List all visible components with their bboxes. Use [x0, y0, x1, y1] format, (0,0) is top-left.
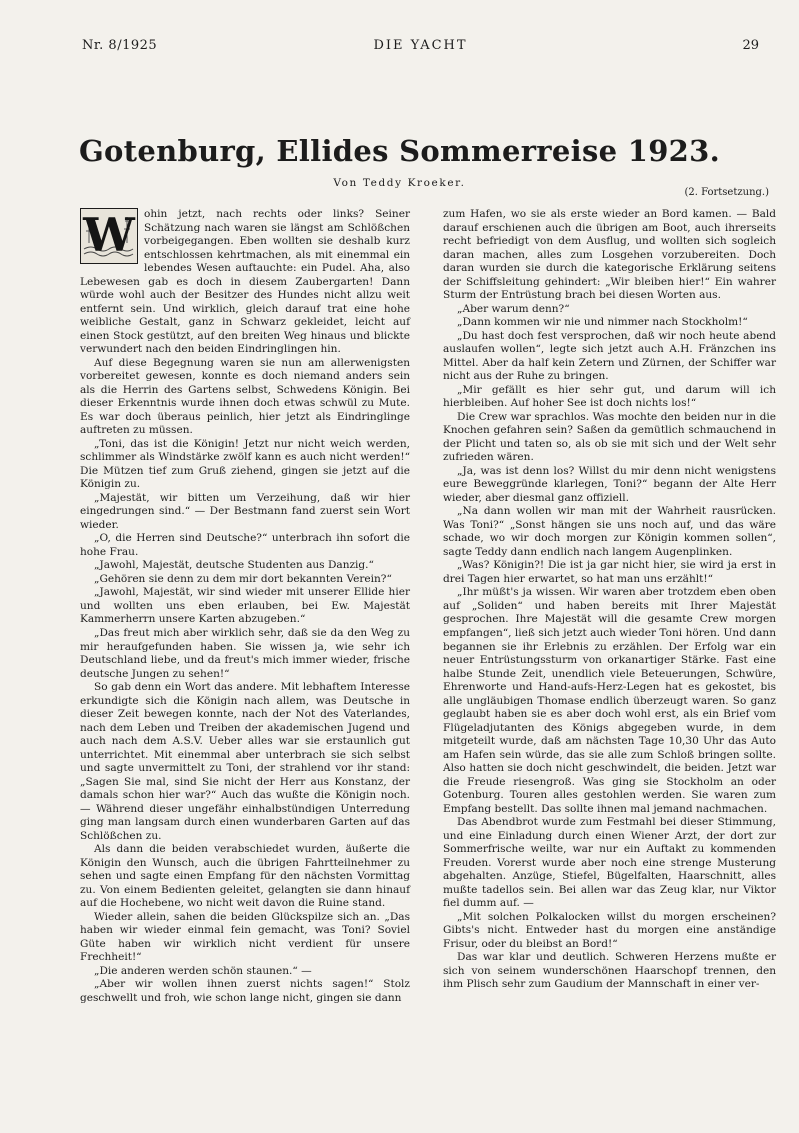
issue-number: Nr. 8/1925 — [82, 38, 158, 53]
drop-cap-letter: W — [83, 208, 135, 262]
paragraph: „Mit solchen Polkalocken willst du morgen erscheinen? Gibts's nicht. Entweder hast du morgen eine anständige Frisur, oder du bleibst an Bord!“ — [443, 910, 776, 950]
left-column-text — [80, 208, 410, 1005]
left-column — [80, 208, 410, 1005]
paragraph: Als dann die beiden verabschiedet wurden, äußerte die Königin den Wunsch, auch die übrigen Fahrtteilnehmer zu sehen und sagte einen Empfang für den nächsten Vormittag zu. Von einem Bedienten geleitet, gelangten sie dann hinauf auf die Hochebene, wo nicht weit davon die Ruine stand. — [80, 843, 410, 910]
right-column — [443, 208, 776, 992]
paragraph: „Aber wir wollen ihnen zuerst nichts sagen!“ Stolz geschwellt und froh, wie schon lange nicht, gingen sie dann — [80, 978, 410, 1004]
page-number: 29 — [742, 38, 759, 53]
paragraph: ohin jetzt, nach rechts oder links? Seiner Schätzung nach waren sie längst am Schlößchen vorbeigegangen. Eben wollten sie deshalb kurz entschlossen kehrtmachen, als mit einemmal ein lebendes Wesen auftauchte: ein Pudel. Aha, also Lebewesen gab es doch in diesem Zaubergarten! Dann würde wohl auch der Besitzer des Hundes nicht allzu weit entfernt sein. Und wirklich, gleich darauf trat eine hohe weibliche Gestalt, ganz in Schwarz gekleidet, leicht auf einen Stock gestützt, auf den breiten Weg hinaus und blickte verwundert nach den beiden Eindringlingen hin. — [80, 208, 410, 356]
paragraph: Die Crew war sprachlos. Was mochte den beiden nur in die Knochen gefahren sein? Saßen da gemütlich schmauchend in der Plicht und taten so, als ob sie mit sich und der Welt sehr zufrieden wären. — [443, 410, 776, 464]
paragraph: zum Hafen, wo sie als erste wieder an Bord kamen. — Bald darauf erschienen auch die übrigen am Boot, auch ihrerseits recht befriedigt von dem Ausflug, und wollten sich sogleich daran machen, alles zum Losgehen vorzubereiten. Doch daran wurden sie durch die kategorische Erklärung seitens der Schiffsleitung gehindert: „Wir bleiben hier!“ Ein wahrer Sturm der Entrüstung brach bei diesen Worten aus. — [443, 208, 776, 302]
drop-cap — [80, 208, 138, 264]
paragraph: „Jawohl, Majestät, wir sind wieder mit unserer Ellide hier und wollten uns eben erlauben, bei Ew. Majestät Kammerherrn unsere Karten abzugeben.“ — [80, 586, 410, 626]
paragraph: „Toni, das ist die Königin! Jetzt nur nicht weich werden, schlimmer als Windstärke zwölf kann es auch nicht werden!“ Die Mützen tief zum Gruß ziehend, gingen sie jetzt auf die Königin zu. — [80, 437, 410, 491]
paragraph: „Die anderen werden schön staunen.“ — — [94, 964, 312, 977]
paragraph: „Gehören sie denn zu dem mir dort bekannten Verein?“ — [94, 572, 392, 585]
paragraph: Das Abendbrot wurde zum Festmahl bei dieser Stimmung, und eine Einladung durch einen Wiener Arzt, der dort zur Sommerfrische weilte, war nur ein Auftakt zu kommenden Freuden. Vorerst wurde aber noch eine strenge Musterung abgehalten. Anzüge, Stiefel, Bügelfalten, Haarschnitt, alles mußte tadellos sein. Bei allen war das Zeug klar, nur Viktor fiel dumm auf. — — [443, 816, 776, 910]
paragraph: „Dann kommen wir nie und nimmer nach Stockholm!“ — [457, 316, 748, 329]
running-header — [82, 38, 759, 56]
paragraph: „Jawohl, Majestät, deutsche Studenten aus Danzig.“ — [94, 559, 374, 572]
paragraph: „Ja, was ist denn los? Willst du mir denn nicht wenigstens eure Beweggründe klarlegen, Toni?“ begann der Alte Herr wieder, aber diesmal ganz offiziell. — [443, 464, 776, 504]
paragraph: So gab denn ein Wort das andere. Mit lebhaftem Interesse erkundigte sich die Königin nach allem, was Deutsche in dieser Zeit bewegen konnte, nach der Not des Vaterlandes, nach dem Leben und Treiben der akademischen Jugend und auch nach dem A.S.V. Ueber alles war sie erstaunlich gut unterrichtet. Mit einemmal aber unterbrach sie sich selbst und sagte unvermittelt zu Toni, der strahlend vor ihr stand: „Sagen Sie mal, sind Sie nicht der Herr aus Konstanz, der damals schon hier war?“ Auch das wußte die Königin noch. — Während dieser ungefähr einhalbstündigen Unterredung ging man langsam durch einen wunderbaren Garten auf das Schlößchen zu. — [80, 681, 410, 842]
magazine-name: DIE YACHT — [373, 38, 468, 53]
paragraph: „Das freut mich aber wirklich sehr, daß sie da den Weg zu mir heraufgefunden haben. Sie wissen ja, wie sehr ich Deutschland liebe, und da freut's mich immer wieder, frische deutsche Jungen zu sehen!“ — [80, 626, 410, 680]
continuation-note: (2. Fortsetzung.) — [684, 187, 769, 198]
paragraph: Wieder allein, sahen die beiden Glückspilze sich an. „Das haben wir wieder einmal fein gemacht, was Toni? Soviel Güte haben wir wirklich nicht verdient für unsere Frechheit!“ — [80, 910, 410, 964]
paragraph: Auf diese Begegnung waren sie nun am allerwenigsten vorbereitet gewesen, konnte es doch niemand anders sein als die Herrin des Gartens selbst, Schwedens Königin. Bei dieser Erkenntnis wurde ihnen doch etwas schwül zu Mute. Es war doch überaus peinlich, hier jetzt als Eindringlinge auftreten zu müssen. — [80, 356, 410, 437]
paragraph: „Mir gefällt es hier sehr gut, und darum will ich hierbleiben. Auf hoher See ist doch nichts los!“ — [443, 383, 776, 410]
paragraph: „Du hast doch fest versprochen, daß wir noch heute abend auslaufen wollen“, legte sich jetzt auch A.H. Fränzchen ins Mittel. Aber da half kein Zetern und Zürnen, der Schiffer war nicht aus der Ruhe zu bringen. — [443, 329, 776, 383]
article-byline: Von Teddy Kroeker. — [333, 177, 466, 189]
paragraph: „Ihr müßt's ja wissen. Wir waren aber trotzdem eben oben auf „Soliden“ und haben bereits mit Ihrer Majestät gesprochen. Ihre Majestät will die gesamte Crew morgen empfangen“, ließ sich jetzt auch wieder Toni hören. Und dann begannen sie ihr Erlebnis zu erzählen. Der Erfolg war ein neuer Entrüstungssturm von orkanartiger Stärke. Fast eine halbe Stunde Zeit, unendlich viele Beteuerungen, Schwüre, Ehrenworte und Hand-aufs-Herz-Legen hat es gekostet, bis alle ungläubigen Thomase endlich überzeugt waren. So ganz geglaubt haben sie es aber doch wohl erst, als ein Brief vom Flügeladjutanten des Königs abgegeben wurde, in dem mitgeteilt wurde, daß am nächsten Tage 10,30 Uhr das Auto am Hafen sein würde, das sie alle zum Schloß bringen sollte. Also hatten sie doch nicht geschwindelt, die beiden. Jetzt war die Freude riesengroß. Was ging sie Stockholm an oder Gotenburg. Touren alles gestohlen werden. Sie waren zum Empfang bestellt. Das sollte ihnen mal jemand nachmachen. — [443, 586, 776, 815]
paragraph: „Majestät, wir bitten um Verzeihung, daß wir hier eingedrungen sind.“ — Der Bestmann fand zuerst sein Wort wieder. — [80, 491, 410, 531]
paragraph: Das war klar und deutlich. Schweren Herzens mußte er sich von seinem wunderschönen Haarschopf trennen, den ihm Plisch sehr zum Gaudium der Mannschaft in einer ver- — [443, 951, 776, 991]
article-title: Gotenburg, Ellides Sommerreise 1923. — [78, 134, 721, 168]
paragraph: „Na dann wollen wir man mit der Wahrheit rausrücken. Was Toni?“ „Sonst hängen sie uns noch auf, und das wäre schade, wo wir doch morgen zur Königin kommen sollen“, sagte Teddy dann endlich nach langem Augenplinken. — [443, 505, 776, 558]
paragraph: „Was? Königin?! Die ist ja gar nicht hier, sie wird ja erst in drei Tagen hier erwartet, so hat man uns erzählt!“ — [443, 559, 776, 585]
paragraph: „O, die Herren sind Deutsche?“ unterbrach ihn sofort die hohe Frau. — [80, 532, 410, 558]
paragraph: „Aber warum denn?“ — [457, 302, 570, 315]
right-column-text — [443, 208, 776, 992]
